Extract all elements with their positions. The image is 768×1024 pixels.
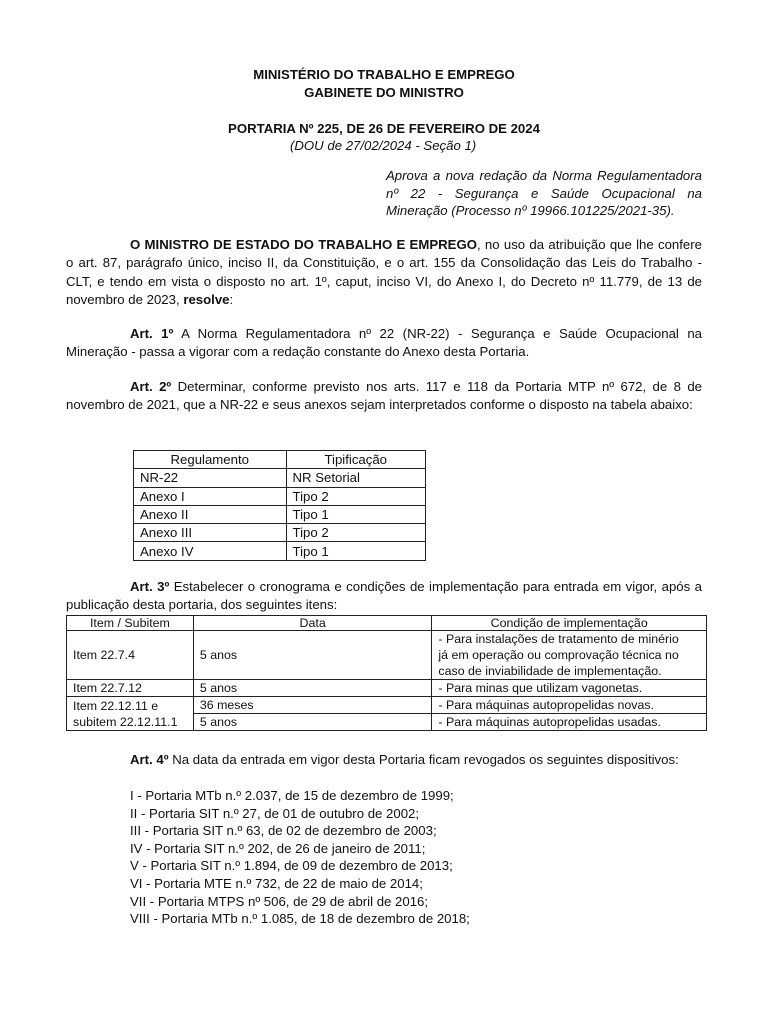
condition-line: já em operação ou comprovação técnica no	[438, 648, 679, 662]
table-row	[134, 524, 426, 542]
table-row	[67, 680, 707, 697]
table-row	[134, 469, 426, 487]
cell-condicao: - Para máquinas autopropelidas usadas.	[432, 714, 707, 731]
list-item: VII - Portaria MTPS nº 506, de 29 de abril de 2016;	[130, 893, 429, 909]
table-row	[134, 487, 426, 505]
article-3	[66, 578, 702, 615]
preamble-text: , no uso da atribuição que lhe confere o art. 87, parágrafo único, inciso II, da Constituição, e o art. 155 da Consolidação das Leis do Trabalho - CLT, e tendo em vista o disposto no art. 1º, caput, inciso VI, do Anexo I, do Decreto nº 11.779, de 13 de novembro de 2023,	[66, 237, 702, 308]
list-item: V - Portaria SIT n.º 1.894, de 09 de dezembro de 2013;	[130, 858, 453, 874]
header-data: Data	[193, 616, 432, 631]
header-regulamento: Regulamento	[134, 451, 287, 469]
table-row	[134, 542, 426, 560]
cell-condicao: - Para máquinas autopropelidas novas.	[432, 697, 707, 714]
table-row	[67, 631, 707, 680]
article-3-label: Art. 3º	[130, 579, 170, 594]
cell-data: 5 anos	[193, 631, 432, 680]
ministry-heading: MINISTÉRIO DO TRABALHO E EMPREGO	[253, 67, 515, 82]
table-header-row	[134, 451, 426, 469]
dou-reference: (DOU de 27/02/2024 - Seção 1)	[290, 138, 477, 153]
header-tipificacao: Tipificação	[286, 451, 426, 469]
header-item: Item / Subitem	[67, 616, 194, 631]
list-item: VIII - Portaria MTb n.º 1.085, de 18 de dezembro de 2018;	[130, 911, 470, 927]
article-2-label: Art. 2º	[130, 379, 172, 394]
article-4-text: Na data da entrada em vigor desta Portaria ficam revogados os seguintes dispositivos:	[168, 752, 679, 767]
preamble-subject: O MINISTRO DE ESTADO DO TRABALHO E EMPREGO	[130, 237, 477, 252]
cell-tipificacao: Tipo 1	[286, 542, 426, 560]
cell-tipificacao: Tipo 2	[286, 487, 426, 505]
cell-regulamento: Anexo II	[134, 505, 287, 523]
cell-regulamento: Anexo III	[134, 524, 287, 542]
cell-item: Item 22.7.12	[67, 680, 194, 697]
preamble-resolve: resolve	[183, 292, 230, 308]
article-1-text: A Norma Regulamentadora nº 22 (NR-22) - Segurança e Saúde Ocupacional na Mineração - passa a vigorar com a redação constante do Anexo desta Portaria.	[66, 326, 702, 360]
item-line: Item 22.12.11 e	[73, 698, 159, 713]
cabinet-heading: GABINETE DO MINISTRO	[304, 85, 464, 100]
article-2-text: Determinar, conforme previsto nos arts. 117 e 118 da Portaria MTP nº 672, de 8 de novembro de 2021, que a NR-22 e seus anexos sejam interpretados conforme o disposto na tabela abaixo:	[66, 379, 703, 413]
preamble-paragraph	[66, 236, 702, 310]
cell-item: Item 22.7.4	[67, 631, 194, 680]
cell-condicao	[432, 631, 707, 680]
revoked-list	[130, 787, 470, 928]
article-2	[66, 378, 702, 415]
tipificacao-table	[133, 450, 426, 561]
article-3-text: Estabelecer o cronograma e condições de implementação para entrada em vigor, após a publicação desta portaria, dos seguintes itens:	[66, 579, 702, 613]
cell-tipificacao: NR Setorial	[286, 469, 426, 487]
cell-regulamento: NR-22	[134, 469, 287, 487]
cell-tipificacao: Tipo 2	[286, 524, 426, 542]
cronograma-table	[66, 615, 707, 731]
cell-data: 5 anos	[193, 680, 432, 697]
cell-tipificacao: Tipo 1	[286, 505, 426, 523]
preamble-colon: :	[229, 292, 234, 308]
table-row	[134, 505, 426, 523]
condition-line: - Para instalações de tratamento de minério	[438, 632, 679, 646]
document-title: PORTARIA Nº 225, DE 26 DE FEVEREIRO DE 2024	[228, 121, 540, 136]
article-4	[66, 751, 702, 769]
list-item: VI - Portaria MTE n.º 732, de 22 de maio de 2014;	[130, 875, 423, 891]
list-item: III - Portaria SIT n.º 63, de 02 de dezembro de 2003;	[130, 823, 437, 839]
article-1	[66, 325, 702, 362]
cell-regulamento: Anexo I	[134, 487, 287, 505]
list-item: IV - Portaria SIT n.º 202, de 26 de janeiro de 2011;	[130, 840, 426, 856]
article-4-label: Art. 4º	[130, 752, 169, 767]
cell-item	[67, 697, 194, 731]
item-line: subitem 22.12.11.1	[73, 714, 178, 729]
cell-data: 5 anos	[193, 714, 432, 731]
header-condicao: Condição de implementação	[432, 616, 707, 631]
article-1-label: Art. 1º	[130, 326, 174, 341]
cell-data: 36 meses	[193, 697, 432, 714]
cell-condicao: - Para minas que utilizam vagonetas.	[432, 680, 707, 697]
table-header-row	[67, 616, 707, 631]
list-item: II - Portaria SIT n.º 27, de 01 de outubro de 2002;	[130, 805, 420, 821]
condition-line: caso de inviabilidade de implementação.	[438, 664, 662, 678]
table-row	[67, 697, 707, 714]
list-item: I - Portaria MTb n.º 2.037, de 15 de dezembro de 1999;	[130, 788, 454, 803]
ementa: Aprova a nova redação da Norma Regulamentadora nº 22 - Segurança e Saúde Ocupacional na Mineração (Processo nº 19966.101225/2021-35).	[386, 168, 702, 218]
cell-regulamento: Anexo IV	[134, 542, 287, 560]
